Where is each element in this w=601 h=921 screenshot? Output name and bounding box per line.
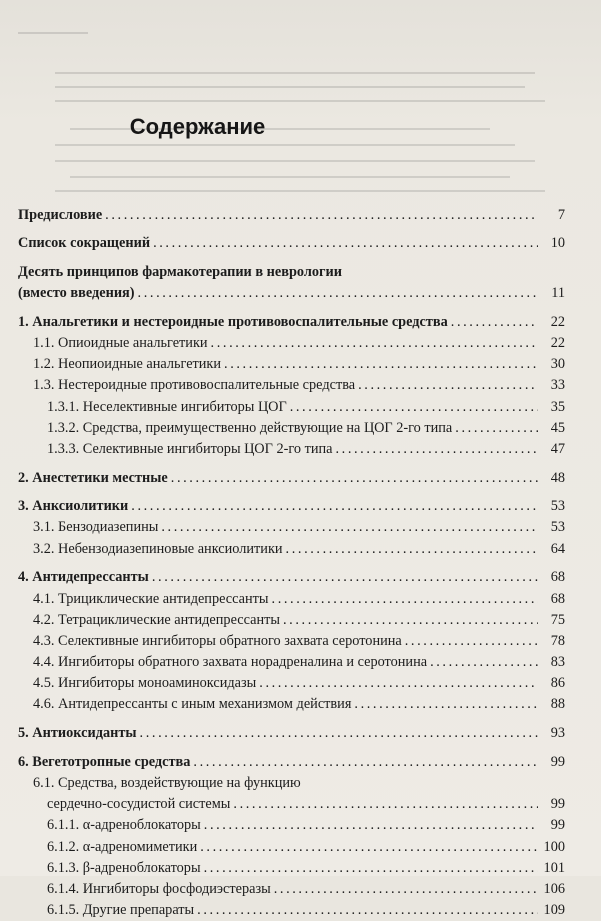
toc-entry-page-number: 45 xyxy=(550,419,565,436)
toc-entry-page-number: 10 xyxy=(550,235,565,252)
toc-entry-page-number: 99 xyxy=(550,753,565,770)
toc-entry-title: 4.2. Тетрациклические антидепрессанты xyxy=(33,611,280,628)
dot-leader xyxy=(283,610,538,631)
dot-leader xyxy=(204,815,538,836)
toc-entry-title: 6. Вегетотропные средства xyxy=(18,753,191,770)
dot-leader xyxy=(193,752,538,773)
toc-entry-page-number: 101 xyxy=(543,859,565,876)
dot-leader xyxy=(233,794,538,815)
dot-leader xyxy=(197,900,538,921)
toc-entry-title: Десять принципов фармакотерапии в неврологии xyxy=(18,263,343,280)
toc-entry-title: 4.4. Ингибиторы обратного захвата норадреналина и серотонина xyxy=(33,654,428,671)
toc-entry-title: 1. Анальгетики и нестероидные противовоспалительные средства xyxy=(18,313,448,330)
toc-entry-title: 6.1.2. α-адреномиметики xyxy=(47,838,198,855)
toc-entry xyxy=(18,794,565,815)
toc-entry xyxy=(18,773,565,794)
toc-entry-page-number: 47 xyxy=(550,440,565,457)
toc-entry-title: 4.3. Селективные ингибиторы обратного захвата серотонина xyxy=(33,632,402,649)
toc-entry-page-number: 78 xyxy=(550,632,565,649)
dot-leader xyxy=(286,539,538,560)
toc-entry-title: 6.1. Средства, воздействующие на функцию xyxy=(33,775,301,791)
toc-entry xyxy=(18,262,565,283)
toc-entry xyxy=(18,312,565,333)
toc-entry-page-number: 22 xyxy=(550,334,565,351)
toc-entry-title: 6.1.3. β-адреноблокаторы xyxy=(47,859,201,876)
dot-leader xyxy=(200,837,538,858)
dot-leader xyxy=(354,694,538,715)
toc-entry-title: сердечно-сосудистой системы xyxy=(47,796,231,813)
toc-entry-page-number: 100 xyxy=(543,838,565,855)
toc-entry-page-number: 33 xyxy=(550,377,565,394)
toc-entry-page-number: 99 xyxy=(550,817,565,834)
toc-entry-title: 6.1.4. Ингибиторы фосфодиэстеразы xyxy=(47,880,271,897)
toc-entry xyxy=(18,354,565,375)
toc-entry-page-number: 86 xyxy=(550,675,565,692)
dot-leader xyxy=(171,468,538,489)
toc-entry-page-number: 109 xyxy=(543,902,565,919)
toc-entry-title: 4.5. Ингибиторы моноаминоксидазы xyxy=(33,675,257,692)
toc-entry-page-number: 83 xyxy=(550,654,565,671)
toc-entry-page-number: 53 xyxy=(550,498,565,515)
dot-leader xyxy=(161,517,538,538)
toc-entry xyxy=(18,418,565,439)
dot-leader xyxy=(138,283,538,304)
toc-entry xyxy=(18,723,565,744)
toc-entry xyxy=(18,631,565,652)
toc-entry xyxy=(18,205,565,226)
toc-entry-page-number: 11 xyxy=(551,285,565,302)
toc-entry-title: 3.1. Бензодиазепины xyxy=(33,519,159,536)
toc-entry xyxy=(18,283,565,304)
toc-entry xyxy=(18,233,565,254)
toc-entry-title: 1.3.1. Неселективные ингибиторы ЦОГ xyxy=(47,398,287,415)
toc-entry xyxy=(18,610,565,631)
toc-entry-title: 1.2. Неопиоидные анальгетики xyxy=(33,356,222,373)
dot-leader xyxy=(455,418,538,439)
toc-entry xyxy=(18,589,565,610)
toc-entry-page-number: 48 xyxy=(550,469,565,486)
dot-leader xyxy=(358,375,538,396)
toc-entry xyxy=(18,673,565,694)
dot-leader xyxy=(211,333,538,354)
page-title: Содержание xyxy=(129,114,266,139)
toc-entry-page-number: 99 xyxy=(550,796,565,813)
toc-entry-title: 3. Анксиолитики xyxy=(18,498,129,515)
toc-entry-title: 3.2. Небензодиазепиновые анксиолитики xyxy=(33,540,283,557)
toc-entry-title: 2. Анестетики местные xyxy=(18,469,168,486)
toc-entry xyxy=(18,900,565,921)
toc-entry-title: 1.3.3. Селективные ингибиторы ЦОГ 2-го типа xyxy=(47,440,333,457)
dot-leader xyxy=(335,439,538,460)
toc-entry xyxy=(18,468,565,489)
toc-entry-title: 6.1.5. Другие препараты xyxy=(47,902,195,919)
toc-entry-page-number: 75 xyxy=(550,611,565,628)
toc-entry-title: Список сокращений xyxy=(18,235,151,252)
toc-entry xyxy=(18,375,565,396)
toc-entry-title: 4.6. Антидепрессанты с иным механизмом действия xyxy=(33,696,352,713)
toc-entry-title: Предисловие xyxy=(18,206,103,223)
dot-leader xyxy=(430,652,538,673)
toc-entry xyxy=(18,439,565,460)
dot-leader xyxy=(259,673,538,694)
toc-entry-page-number: 7 xyxy=(557,206,565,223)
toc-entry xyxy=(18,567,565,588)
dot-leader xyxy=(140,723,538,744)
toc-entry-title: 5. Антиоксиданты xyxy=(18,725,137,742)
toc-entry xyxy=(18,496,565,517)
toc-entry xyxy=(18,652,565,673)
dot-leader xyxy=(153,233,538,254)
dot-leader xyxy=(224,354,538,375)
toc-entry-title: 4.1. Трициклические антидепрессанты xyxy=(33,590,269,607)
toc-entry-title: 1.1. Опиоидные анальгетики xyxy=(33,334,208,351)
toc-entry-page-number: 68 xyxy=(550,590,565,607)
toc-entry-title: 1.3. Нестероидные противовоспалительные средства xyxy=(33,377,356,394)
toc-entry xyxy=(18,333,565,354)
toc-entry xyxy=(18,752,565,773)
toc-entry xyxy=(18,397,565,418)
toc-entry xyxy=(18,517,565,538)
dot-leader xyxy=(405,631,538,652)
toc-entry-page-number: 68 xyxy=(550,569,565,586)
toc-entry-title: 1.3.2. Средства, преимущественно действующие на ЦОГ 2-го типа xyxy=(47,419,453,436)
toc-entry xyxy=(18,539,565,560)
dot-leader xyxy=(451,312,538,333)
show-through-text xyxy=(0,0,601,205)
toc-entry-page-number: 22 xyxy=(550,313,565,330)
dot-leader xyxy=(290,397,538,418)
dot-leader xyxy=(272,589,538,610)
toc-entry-page-number: 88 xyxy=(550,696,565,713)
toc-entry xyxy=(18,815,565,836)
toc-entry-page-number: 30 xyxy=(550,356,565,373)
toc-entry-page-number: 35 xyxy=(550,398,565,415)
dot-leader xyxy=(105,205,538,226)
toc-entry-page-number: 64 xyxy=(550,540,565,557)
table-of-contents xyxy=(18,197,565,921)
toc-entry xyxy=(18,879,565,900)
dot-leader xyxy=(131,496,538,517)
toc-entry-title: 6.1.1. α-адреноблокаторы xyxy=(47,817,201,834)
toc-entry-title: 4. Антидепрессанты xyxy=(18,569,149,586)
toc-entry-page-number: 53 xyxy=(550,519,565,536)
toc-entry-page-number: 93 xyxy=(550,725,565,742)
dot-leader xyxy=(274,879,538,900)
dot-leader xyxy=(152,567,538,588)
toc-entry-title: (вместо введения) xyxy=(18,285,135,302)
toc-entry xyxy=(18,694,565,715)
toc-entry-page-number: 106 xyxy=(543,880,565,897)
toc-entry xyxy=(18,837,565,858)
